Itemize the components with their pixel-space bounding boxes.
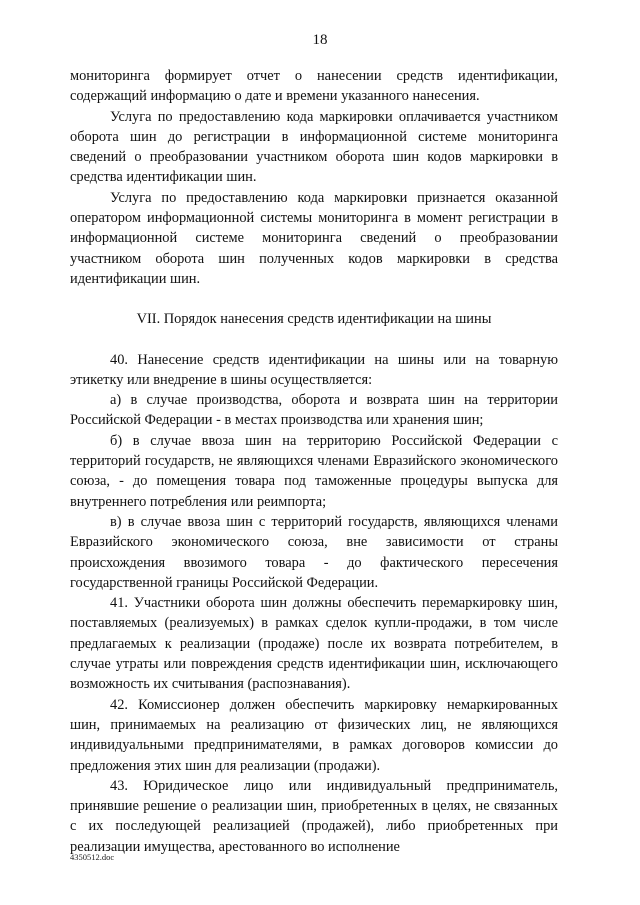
paragraph-43: 43. Юридическое лицо или индивидуальный предприниматель, принявшие решение о реализации шин, приобретенных в целях, не связанных с их последующей реализацией (продажей), либо приобретенных при реализации имущества, арестованного во исполнение [70, 777, 558, 855]
paragraph-40-b: б) в случае ввоза шин на территорию Российской Федерации с территорий государств, не являющихся членами Евразийского экономического союза, - до помещения товара под таможенные процедуры выпуска для внутреннего потребления или реимпорта; [70, 432, 558, 510]
paragraph-continuation: мониторинга формирует отчет о нанесении средств идентификации, содержащий информацию о дате и времени указанного нанесения. [70, 68, 558, 105]
paragraph-42: 42. Комиссионер должен обеспечить маркировку немаркированных шин, принимаемых на реализацию от физических лиц, не являющихся индивидуальными предпринимателями, в рамках договоров комиссии до предложения этих шин для реализации (продажи). [70, 696, 558, 774]
page-number: 18 [312, 32, 328, 48]
paragraph-40-a: а) в случае производства, оборота и возврата шин на территории Российской Федерации - в местах производства или хранения шин; [70, 392, 558, 429]
paragraph-payment-service: Услуга по предоставлению кода маркировки оплачивается участником оборота шин до регистрации в информационной системе мониторинга сведений о преобразовании участником оборота шин кодов маркировки в средства идентификации шин. [70, 108, 558, 186]
document-body [70, 66, 558, 857]
paragraph-service-rendered: Услуга по предоставлению кода маркировки признается оказанной оператором информационной системы мониторинга в момент регистрации в информационной системе мониторинга сведений о преобразовании участником оборота шин полученных кодов маркировки в средства идентификации шин. [70, 189, 558, 287]
footer-file-name: 4350512.doc [70, 852, 115, 862]
paragraph-41: 41. Участники оборота шин должны обеспечить перемаркировку шин, поставляемых (реализуемых) в рамках сделок купли-продажи, в том числе предлагаемых к реализации (продаже) после их возврата потребителем, в случае утраты или повреждения средств идентификации шин, исключающего возможность их считывания (распознавания). [70, 595, 558, 693]
paragraph-40: 40. Нанесение средств идентификации на шины или на товарную этикетку или внедрение в шины осуществляется: [70, 351, 558, 388]
section-heading: VII. Порядок нанесения средств идентификации на шины [136, 311, 492, 328]
paragraph-40-c: в) в случае ввоза шин с территорий государств, являющихся членами Евразийского экономического союза, вне зависимости от страны происхождения ввозимого товара - до фактического пересечения государственной границы Российской Федерации. [70, 513, 558, 591]
